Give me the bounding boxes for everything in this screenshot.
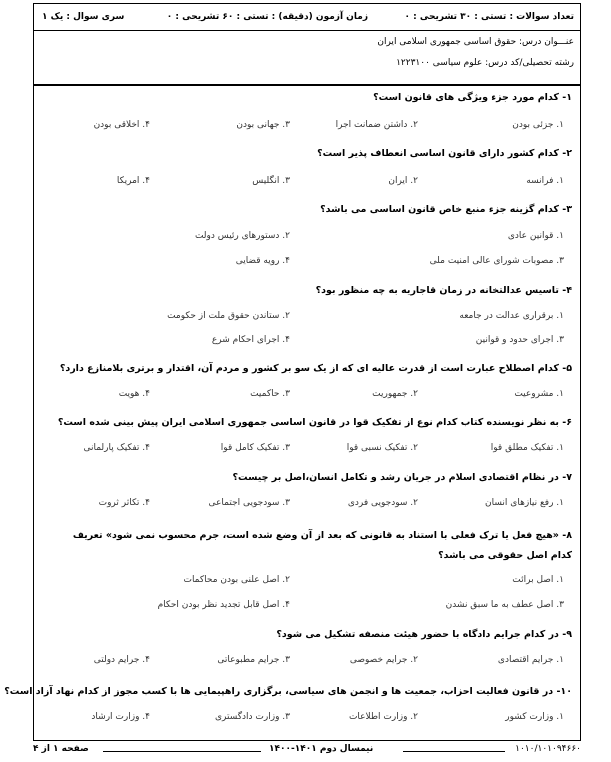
q5-option-1: ۱. مشروعیت — [514, 389, 564, 399]
q1-option-3: ۳. جهانی بودن — [236, 120, 290, 130]
q10-option-4: ۴. وزارت ارشاد — [91, 712, 150, 722]
page-footer — [33, 744, 581, 758]
q2-option-2: ۲. ایران — [388, 176, 418, 186]
question-5: ۵- کدام اصطلاح عبارت است از قدرت عالیه ای که از یک سو بر کشور و مردم آن، اقتدار و برتری بلامنازع دارد؟ — [59, 363, 572, 374]
field-code: رشته تحصیلی/کد درس: علوم سیاسی ۱۲۲۳۱۰۰ — [396, 58, 574, 68]
q4-option-1: ۱. برقراری عدالت در جامعه — [459, 311, 564, 321]
exam-sheet — [4, 3, 581, 741]
q9-option-2: ۲. جرایم خصوصی — [349, 655, 418, 665]
q3-option-3: ۳. مصوبات شورای عالی امنیت ملی — [429, 256, 564, 266]
question-1: ۱- کدام مورد جزء ویژگی های قانون است؟ — [373, 92, 572, 103]
q6-option-1: ۱. تفکیک مطلق قوا — [490, 443, 564, 453]
q9-option-4: ۴. جرایم دولتی — [93, 655, 150, 665]
page-number: صفحه ۱ از ۴ — [33, 744, 89, 754]
q2-option-4: ۴. امریکا — [116, 176, 150, 186]
header-bottom-rule — [34, 84, 580, 86]
q8-option-3: ۳. اصل عطف به ما سبق نشدن — [445, 600, 564, 610]
q8-option-1: ۱. اصل برائت — [512, 575, 564, 585]
semester-label: نیمسال دوم ۱۴۰۱-۱۴۰۰ — [269, 744, 374, 754]
question-8: ۸- «هیچ فعل یا ترک فعلی با استناد به قانونی که بعد از آن وضع شده است، جرم محسوب نمی شود» تعریف کدام اصل حقوقی می باشد؟ — [72, 530, 572, 561]
q3-option-2: ۲. دستورهای رئیس دولت — [194, 231, 290, 241]
q7-option-3: ۳. سودجویی اجتماعی — [208, 498, 290, 508]
q2-option-1: ۱. فرانسه — [526, 176, 564, 186]
question-3: ۳- کدام گزینه جزء منبع خاص قانون اساسی می باشد؟ — [320, 204, 572, 215]
q1-option-1: ۱. جزئی بودن — [512, 120, 564, 130]
course-title: عنـــوان درس: حقوق اساسی جمهوری اسلامی ایران — [377, 37, 574, 47]
q2-option-3: ۳. انگلیس — [252, 176, 290, 186]
q8-option-2: ۲. اصل علنی بودن محاکمات — [183, 575, 290, 585]
question-7: ۷- در نظام اقتصادی اسلام در جریان رشد و تکامل انسان،اصل بر چیست؟ — [232, 472, 572, 483]
q3-option-1: ۱. قوانین عادی — [507, 231, 564, 241]
q7-option-1: ۱. رفع نیازهای انسان — [485, 498, 564, 508]
q3-option-4: ۴. رویه قضایی — [235, 256, 290, 266]
question-10: ۱۰- در قانون فعالیت احزاب، جمعیت ها و انجمن های سیاسی، برگزاری راهپیمایی ها با کسب مجوز از کدام نهاد آزاد است؟ — [4, 686, 572, 697]
exam-code: ۱۰۱۰/۱۰۱۰۹۴۶۶۰ — [515, 744, 581, 754]
q5-option-2: ۲. جمهوریت — [372, 389, 418, 399]
q5-option-3: ۳. حاکمیت — [250, 389, 290, 399]
question-series: سری سوال : یک ۱ — [42, 12, 125, 22]
q10-option-1: ۱. وزارت کشور — [505, 712, 564, 722]
question-4: ۴- تاسیس عدالتخانه در زمان قاجاریه به چه منظور بود؟ — [315, 285, 572, 296]
q10-option-2: ۲. وزارت اطلاعات — [348, 712, 418, 722]
footer-rule-right — [403, 751, 505, 752]
question-2: ۲- کدام کشور دارای قانون اساسی انعطاف پذیر است؟ — [317, 148, 572, 159]
q6-option-2: ۲. تفکیک نسبی قوا — [346, 443, 418, 453]
q1-option-2: ۲. داشتن ضمانت اجرا — [335, 120, 418, 130]
question-6: ۶- به نظر نویسنده کتاب کدام نوع از تفکیک قوا در قانون اساسی جمهوری اسلامی ایران پیش بینی شده است؟ — [57, 417, 572, 428]
q4-option-2: ۲. ستاندن حقوق ملت از حکومت — [167, 311, 290, 321]
q5-option-4: ۴. هویت — [118, 389, 150, 399]
q6-option-3: ۳. تفکیک کامل قوا — [220, 443, 290, 453]
q8-option-4: ۴. اصل قابل تجدید نظر بودن احکام — [157, 600, 290, 610]
q1-option-4: ۴. اخلاقی بودن — [93, 120, 150, 130]
q9-option-1: ۱. جرایم اقتصادی — [497, 655, 564, 665]
q9-option-3: ۳. جرایم مطبوعاتی — [217, 655, 290, 665]
exam-time: زمان آزمون (دقیقه) : تستی : ۶۰ تشریحی : ۰ — [166, 12, 368, 22]
q6-option-4: ۴. تفکیک پارلمانی — [83, 443, 150, 453]
q7-option-2: ۲. سودجویی فردی — [347, 498, 418, 508]
question-9: ۹- در کدام جرایم دادگاه با حضور هیئت منصفه تشکیل می شود؟ — [276, 629, 572, 640]
q10-option-3: ۳. وزارت دادگستری — [215, 712, 290, 722]
footer-rule-left — [103, 751, 261, 752]
q7-option-4: ۴. تکاثر ثروت — [98, 498, 150, 508]
q4-option-3: ۳. اجرای حدود و قوانین — [475, 335, 564, 345]
header-divider — [34, 30, 580, 31]
q4-option-4: ۴. اجرای احکام شرع — [211, 335, 290, 345]
question-count: تعداد سوالات : تستی : ۳۰ تشریحی : ۰ — [404, 12, 574, 22]
